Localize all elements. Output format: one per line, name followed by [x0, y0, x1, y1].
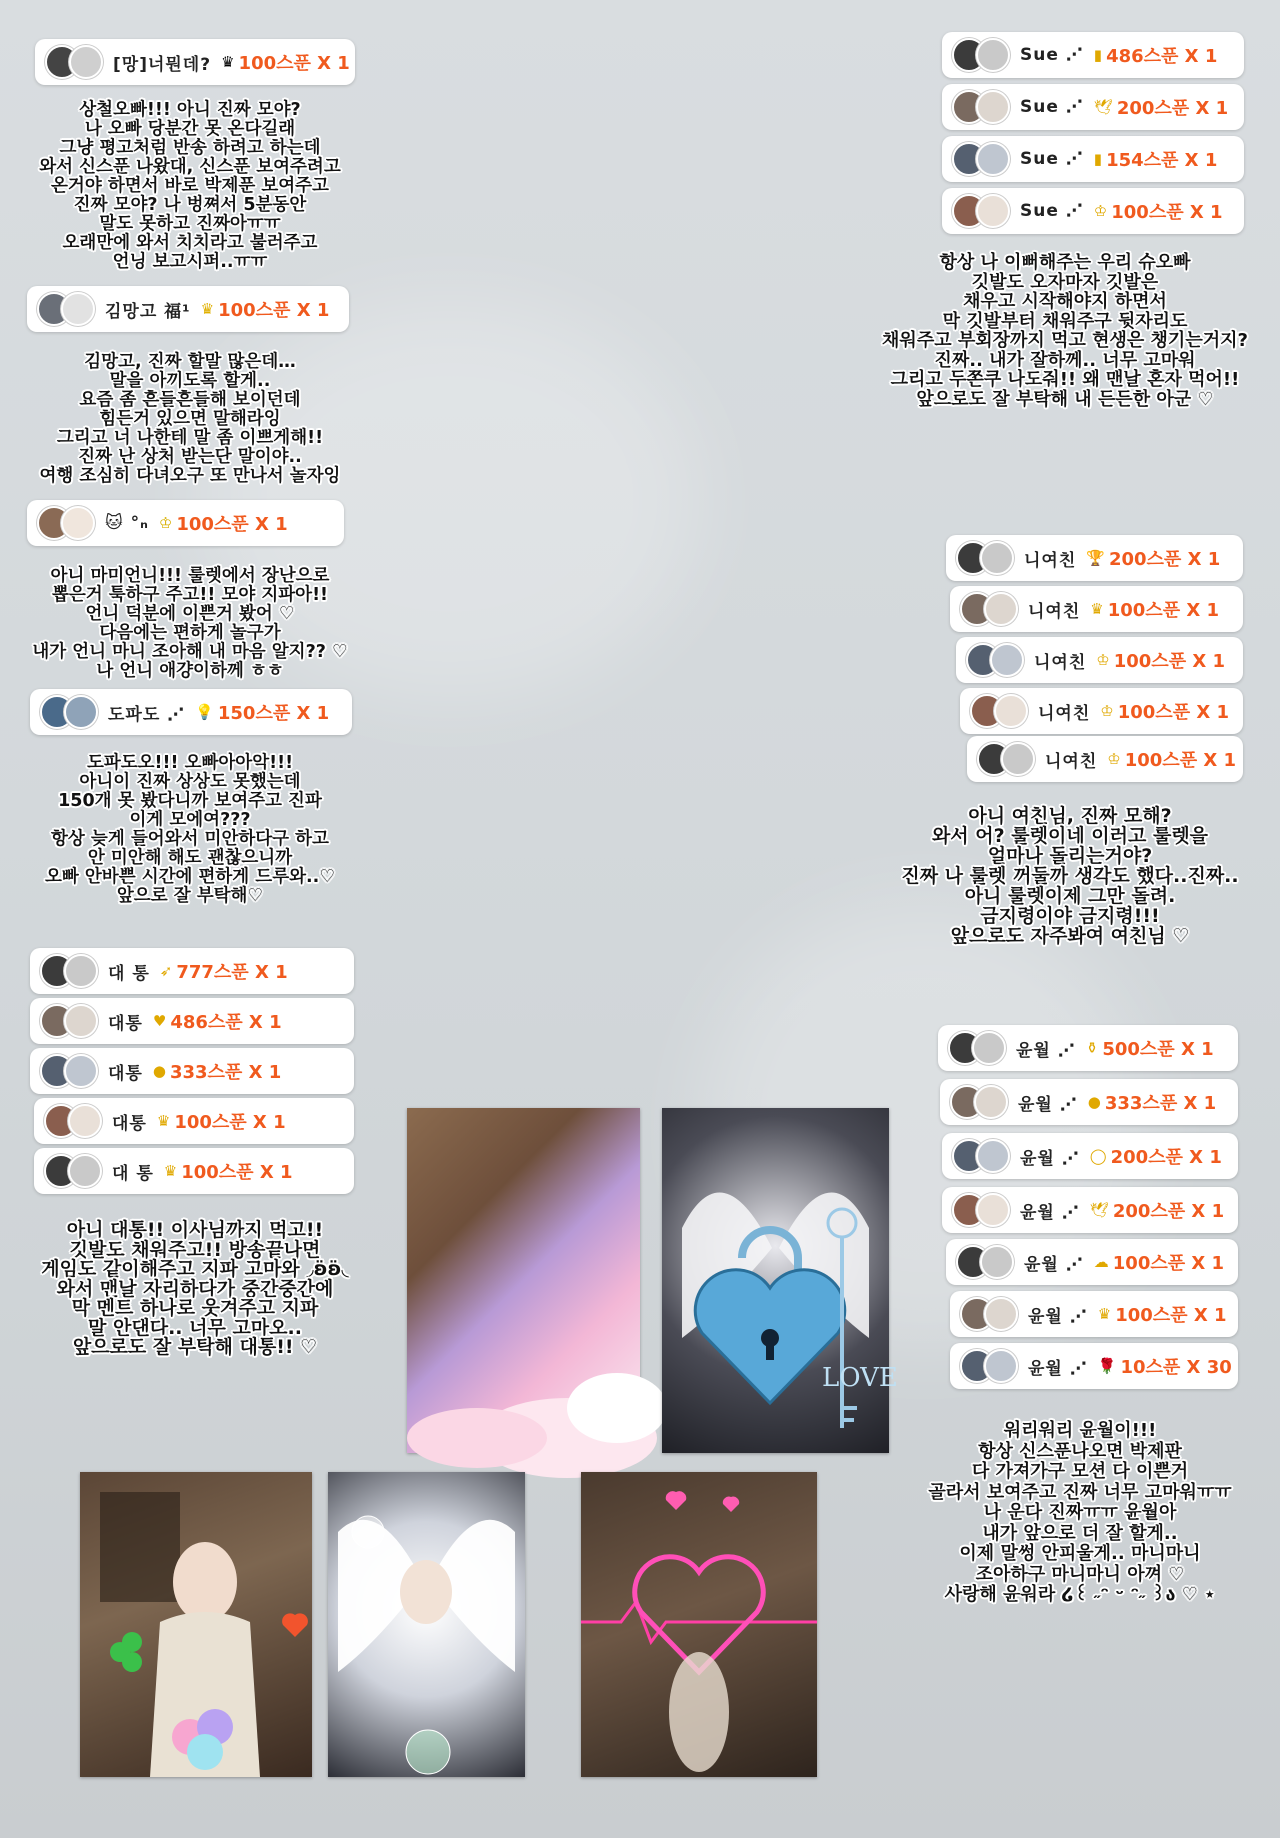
- message-line: 상철오빠!!! 아니 진짜 모야?: [79, 100, 301, 120]
- message-line: 도파도오!!! 오빠아아악!!!: [86, 753, 294, 773]
- gift-amount: 200스푼 X 1: [1116, 98, 1229, 119]
- cloud-icon: ☁: [1093, 1253, 1109, 1271]
- message-text: [10, 1221, 380, 1358]
- message-line: 힘든거 있으면 말해라잉: [99, 409, 281, 429]
- gift-amount: 100스푼 X 1: [181, 1162, 293, 1183]
- bird-icon: 🕊: [1093, 98, 1113, 116]
- message-line: 언닝 보고시퍼..ㅠㅠ: [112, 252, 268, 272]
- gift-amount: 200스푼 X 1: [1112, 1201, 1225, 1222]
- gift-badge: [27, 500, 344, 546]
- crown-icon: ♛: [156, 1112, 171, 1130]
- lightbulb-icon: 💡: [195, 703, 214, 721]
- tiara-icon: ♔: [1093, 202, 1108, 220]
- gift-amount: 486스푼 X 1: [1106, 46, 1218, 67]
- gift-badge: [940, 1079, 1238, 1125]
- avatar: [984, 1297, 1018, 1331]
- message-line: 다음에는 편하게 놀구가: [99, 623, 281, 643]
- message-line: 골라서 보여주고 진짜 너무 고마워ㅠㅠ: [928, 1481, 1232, 1503]
- message-text: [20, 353, 360, 486]
- message-line: 막 멘트 하나로 웃겨주고 지파: [71, 1297, 319, 1319]
- chart-icon: ▮: [1093, 46, 1103, 64]
- avatar: [61, 292, 95, 326]
- message-line: 나 오빠 당분간 못 온다길래: [84, 119, 296, 139]
- photo-neon-heart: [581, 1472, 817, 1777]
- crown-icon: ♛: [221, 53, 235, 71]
- avatar: [68, 1154, 102, 1188]
- nickname: 윤월 ⋰: [1016, 1040, 1076, 1061]
- avatar: [1001, 742, 1035, 776]
- message-line: 항상 신스푼나오면 박제판: [978, 1440, 1182, 1462]
- message-line: 깃발도 오자마자 깃발은: [971, 271, 1159, 293]
- gift-amount: 100스푼 X 1: [218, 300, 330, 321]
- crown-icon: ♛: [1097, 1305, 1112, 1323]
- gift-badge: [956, 637, 1243, 683]
- love-text: LOVE: [822, 1363, 898, 1393]
- message-line: 안 미안해 해도 괜찮으니까: [87, 848, 293, 868]
- nickname: Sue ⋰: [1020, 201, 1084, 221]
- gift-badge: [942, 188, 1244, 234]
- message-line: 와서 맨날 자리하다가 중간중간에: [56, 1277, 334, 1300]
- gift-amount: 777스푼 X 1: [176, 962, 288, 983]
- gift-amount: 333스푼 X 1: [1104, 1093, 1217, 1114]
- message-line: 그냥 평고처럼 반송 하려고 하는데: [59, 138, 321, 158]
- message-line: 이제 말썽 안피울게.. 마니마니: [959, 1543, 1201, 1564]
- message-line: 항상 늦게 들어와서 미안하다구 하고: [51, 829, 329, 849]
- message-line: 김망고, 진짜 할말 많은데…: [84, 352, 296, 372]
- message-line: 진짜 난 상처 받는단 말이야..: [78, 447, 302, 467]
- avatar: [64, 954, 98, 988]
- message-line: 진짜 모야? 나 벙쪄서 5분동안: [73, 195, 307, 215]
- bubble-clover-icon: [352, 1516, 384, 1548]
- gift-badge: [30, 1048, 354, 1094]
- gift-amount: 100스푼 X 1: [176, 514, 288, 535]
- message-line: 금지령이야 금지령!!!: [980, 905, 1160, 927]
- gift-amount: 100스푼 X 1: [1115, 1305, 1227, 1326]
- feather-icon: ➶: [159, 962, 173, 980]
- avatar: [69, 45, 103, 79]
- trophy-icon: 🏆: [1086, 549, 1105, 567]
- nickname: 대통: [108, 1013, 143, 1034]
- gift-amount: 10스푼 X 30: [1120, 1357, 1232, 1378]
- avatar: [64, 695, 98, 729]
- cloud-sticker: [407, 1108, 640, 1453]
- heart-wing-icon: ♥: [152, 1012, 167, 1030]
- avatar: [64, 1054, 98, 1088]
- message-line: 말도 못하고 진짜아ㅠㅠ: [99, 214, 281, 234]
- message-line: 내가 앞으로 더 잘 할게..: [982, 1522, 1178, 1544]
- avatar: [976, 90, 1010, 124]
- message-line: 아니 룰렛이제 그만 돌려.: [964, 885, 1176, 907]
- message-text: [20, 101, 360, 272]
- gift-amount: 200스푼 X 1: [1108, 549, 1221, 570]
- message-line: 와서 어? 룰렛이네 이러고 룰렛을: [931, 825, 1209, 847]
- heart-icon: [282, 1613, 308, 1637]
- heart-icon: [723, 1497, 739, 1512]
- avatar: [64, 1004, 98, 1038]
- avatar: [974, 1085, 1008, 1119]
- avatar: [980, 1245, 1014, 1279]
- gift-badge: [30, 948, 354, 994]
- message-line: 깃발도 채워주고!! 방송끝나면: [69, 1238, 321, 1261]
- message-line: 항상 나 이뻐해주는 우리 슈오빠: [939, 252, 1191, 273]
- nickname: 니여친: [1028, 601, 1081, 622]
- gift-amount: 100스푼 X 1: [1111, 202, 1223, 223]
- rose-icon: 🌹: [1097, 1357, 1117, 1375]
- message-line: 온거야 하면서 바로 박제푼 보여주고: [51, 176, 329, 196]
- gift-amount: 333스푼 X 1: [169, 1062, 282, 1083]
- message-line: 게임도 같이해주고 지파 고마와 ◞ʚ̈ʚ̈◟: [41, 1258, 349, 1280]
- orb-icon: ●: [152, 1062, 166, 1080]
- avatar: [980, 541, 1014, 575]
- gift-amount: 100스푼 X 1: [1113, 651, 1226, 672]
- crown-icon: ♛: [163, 1162, 178, 1180]
- bird-icon: 🕊: [1089, 1201, 1109, 1219]
- nickname: 니여친: [1045, 751, 1098, 772]
- gift-badge: [942, 136, 1244, 182]
- orb-icon: ●: [1087, 1093, 1101, 1111]
- message-line: 오래만에 와서 치치라고 불러주고: [62, 233, 318, 253]
- gift-badge: [946, 535, 1243, 581]
- message-line: 앞으로도 잘 부탁해 대통!! ♡: [72, 1336, 318, 1358]
- gift-badge: [30, 689, 352, 735]
- message-line: 그리고 너 나한테 말 좀 이쁘게해!!: [56, 428, 324, 448]
- gift-amount: 100스푼 X 1: [1112, 1253, 1225, 1274]
- gift-badge: [946, 1239, 1238, 1285]
- message-line: 말 안댄다.. 너무 고마오..: [88, 1316, 302, 1339]
- crown-icon: ♛: [1090, 600, 1104, 618]
- clover-icon: [110, 1632, 142, 1672]
- message-line: 아니이 진짜 상상도 못했는데: [79, 772, 301, 792]
- message-line: 그리고 두쫀쿠 나도줘!! 왜 맨날 혼자 먹어!!: [890, 369, 1240, 390]
- message-line: 와서 신스푼 나왔대, 신스푼 보여주려고: [39, 157, 341, 177]
- avatar: [984, 592, 1018, 626]
- avatar: [976, 194, 1010, 228]
- gift-amount: 150스푼 X 1: [217, 703, 330, 724]
- gift-badge: [960, 688, 1243, 734]
- nickname: 윤월 ⋰: [1018, 1094, 1078, 1115]
- gift-amount: 486스푼 X 1: [170, 1012, 282, 1033]
- photo-school-uniform: [80, 1472, 312, 1777]
- message-line: 앞으로도 잘 부탁해 내 든든한 아군 ♡: [916, 388, 1214, 410]
- message-line: 말을 아끼도록 할게..: [109, 371, 271, 391]
- bottle-icon: ⚱: [1085, 1039, 1099, 1057]
- nickname: 니여친: [1024, 550, 1077, 571]
- gift-badge: [950, 1291, 1238, 1337]
- message-line: 조아하구 마니마니 아껴 ♡: [975, 1563, 1185, 1585]
- message-line: 아니 대통!! 이사님까지 먹고!!: [66, 1219, 324, 1241]
- message-line: 사랑해 윤워라 ໒꒰ ˶ᵔ ᵕ ᵔ˶ ꒱ა ♡ ⋆: [944, 1584, 1216, 1605]
- nickname: Sue ⋰: [1020, 97, 1084, 117]
- avatar: [976, 38, 1010, 72]
- nickname: 니여친: [1038, 703, 1091, 724]
- message-line: 앞으로도 자주봐여 여친님 ♡: [950, 925, 1190, 947]
- message-line: 워리워리 윤월이!!!: [1003, 1420, 1157, 1441]
- nickname: 윤월 ⋰: [1020, 1148, 1080, 1169]
- gift-badge: [27, 286, 349, 332]
- gift-badge: [938, 1025, 1238, 1071]
- ring-icon: ◯: [1089, 1147, 1107, 1165]
- message-line: 오빠 안바쁜 시간에 편하게 드루와..♡: [44, 867, 336, 887]
- gift-badge: [35, 39, 355, 85]
- photo-rainbow: [407, 1108, 640, 1453]
- gift-badge: [942, 32, 1244, 78]
- message-text: [20, 754, 360, 906]
- message-line: 나 운다 진짜ㅠㅠ 윤월아: [983, 1502, 1177, 1523]
- message-line: 내가 언니 마니 조아해 내 마음 알지?? ♡: [32, 642, 348, 662]
- photo-angel: [328, 1472, 525, 1777]
- bubble-clover-icon: [406, 1730, 450, 1774]
- avatar: [61, 506, 95, 540]
- gift-badge: [942, 84, 1244, 130]
- message-line: 여행 조심히 다녀오구 또 만나서 놀자잉: [39, 466, 341, 486]
- nickname: 대 통: [108, 963, 150, 984]
- gift-amount: 100스푼 X 1: [238, 53, 350, 74]
- avatar: [976, 142, 1010, 176]
- message-line: 막 깃발부터 채워주구 뒷자리도: [942, 310, 1188, 332]
- message-line: 채워주고 부회장까지 먹고 현생은 챙기는거지?: [882, 330, 1248, 351]
- tiara-icon: ♔: [1100, 702, 1114, 720]
- nickname: [망]너뭔데?: [113, 54, 212, 75]
- gift-badge: [34, 1098, 354, 1144]
- message-line: 앞으로 잘 부탁해♡: [116, 886, 264, 906]
- gift-amount: 100스푼 X 1: [1107, 600, 1220, 621]
- message-text: [855, 253, 1275, 409]
- message-text: [20, 567, 360, 681]
- avatar: [994, 694, 1028, 728]
- gift-badge: [34, 1148, 354, 1194]
- tiara-icon: ♔: [1096, 651, 1110, 669]
- message-line: 요즘 좀 흔들흔들해 보이던데: [79, 390, 301, 410]
- nickname: Sue ⋰: [1020, 45, 1084, 65]
- avatar: [972, 1031, 1006, 1065]
- message-line: 다 가져가구 모션 다 이쁜거: [971, 1461, 1189, 1482]
- nickname: 대통: [108, 1063, 143, 1084]
- tiara-icon: ♔: [1107, 750, 1121, 768]
- message-line: 이게 모에여???: [129, 810, 251, 830]
- message-line: 아니 마미언니!!! 룰렛에서 장난으로: [50, 566, 330, 586]
- message-line: 얼마나 돌리는거야?: [987, 845, 1153, 867]
- nickname: 대 통: [112, 1163, 154, 1184]
- avatar: [984, 1349, 1018, 1383]
- gift-amount: 100스푼 X 1: [1124, 750, 1237, 771]
- heartbeat-line: [581, 1602, 817, 1642]
- message-line: 진짜.. 내가 잘하께.. 너무 고마워: [934, 349, 1196, 371]
- message-line: 150개 못 봤다니까 보여주고 진파: [58, 791, 322, 811]
- gift-badge: [942, 1133, 1238, 1179]
- avatar: [976, 1139, 1010, 1173]
- nickname: 윤월 ⋰: [1024, 1254, 1084, 1275]
- message-line: 아니 여친님, 진짜 모해?: [968, 805, 1172, 827]
- message-line: 채우고 시작해야지 하면서: [963, 291, 1167, 312]
- crown-icon: ♛: [200, 300, 215, 318]
- gift-amount: 500스푼 X 1: [1102, 1039, 1214, 1060]
- message-text: [870, 806, 1270, 946]
- nickname: Sue ⋰: [1020, 149, 1084, 169]
- gift-amount: 100스푼 X 1: [1117, 702, 1230, 723]
- avatar: [990, 643, 1024, 677]
- gift-badge: [942, 1187, 1238, 1233]
- gift-badge: [30, 998, 354, 1044]
- gift-amount: 200스푼 X 1: [1110, 1147, 1222, 1168]
- message-line: 진짜 나 룰렛 꺼둘까 생각도 했다..진짜..: [901, 865, 1239, 887]
- message-line: 나 언니 애걍이하께 ㅎㅎ: [96, 661, 284, 681]
- chart-icon: ▮: [1093, 150, 1103, 168]
- avatar: [68, 1104, 102, 1138]
- nickname: 🐱 °ₙ: [105, 513, 149, 533]
- message-line: 언니 덕분에 이쁜거 봤어 ♡: [85, 604, 295, 624]
- gift-badge: [950, 1343, 1238, 1389]
- gift-amount: 100스푼 X 1: [174, 1112, 286, 1133]
- message-line: 뽑은거 툭하구 주고!! 모야 지파아!!: [51, 585, 329, 605]
- avatar: [976, 1193, 1010, 1227]
- nickname: 윤월 ⋰: [1028, 1306, 1088, 1327]
- nickname: 니여친: [1034, 652, 1087, 673]
- nickname: 윤월 ⋰: [1020, 1202, 1080, 1223]
- message-text: [880, 1421, 1280, 1606]
- gift-badge: [950, 586, 1243, 632]
- photo-angel-wings: [662, 1108, 898, 1453]
- heart-icon: [666, 1491, 686, 1510]
- nickname: 도파도 ⋰: [108, 704, 186, 725]
- nickname: 김망고 福¹: [105, 301, 191, 322]
- nickname: 윤월 ⋰: [1028, 1358, 1088, 1379]
- nickname: 대통: [112, 1113, 147, 1134]
- tiara-icon: ♔: [158, 514, 173, 532]
- gift-amount: 154스푼 X 1: [1106, 150, 1218, 171]
- gift-badge: [967, 736, 1243, 782]
